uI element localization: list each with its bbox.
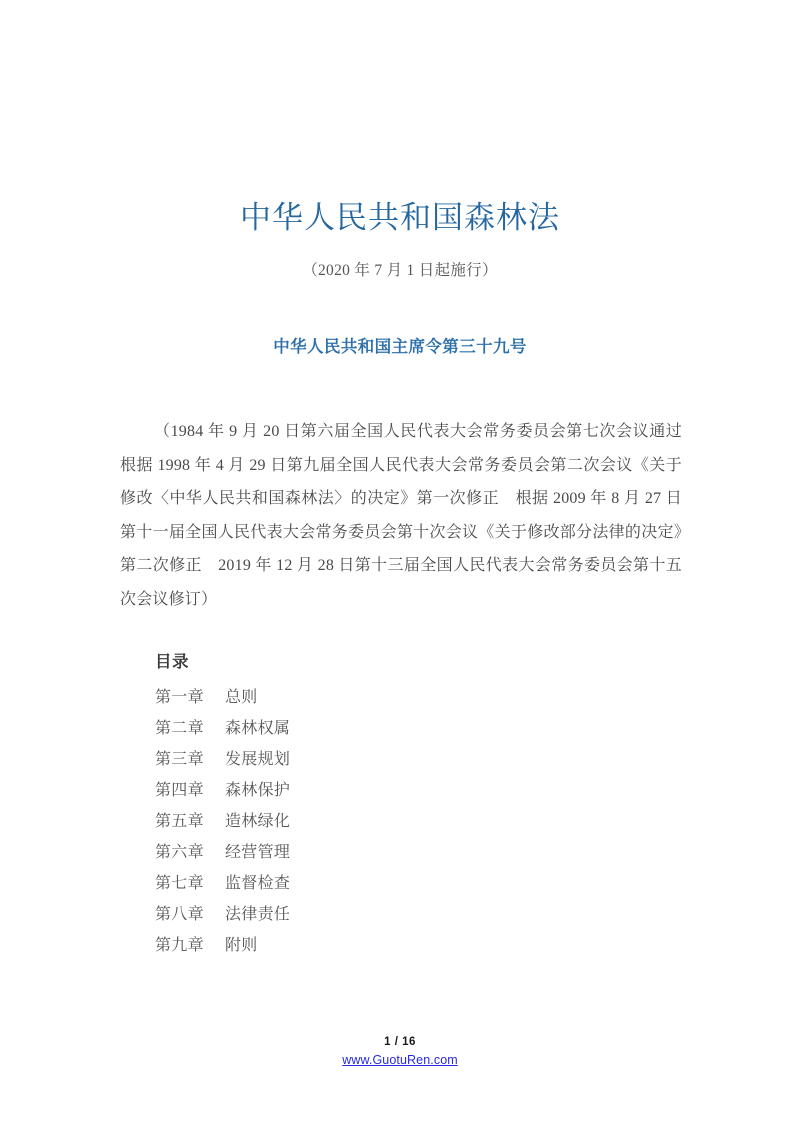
toc-chapter-title: 法律责任 (225, 906, 291, 923)
toc-chapter-label: 第七章 (155, 875, 204, 892)
list-item[interactable] (155, 682, 555, 713)
toc-chapter-label: 第九章 (155, 937, 204, 954)
toc-chapter-label: 第三章 (155, 751, 204, 768)
toc-chapter-label: 第六章 (155, 844, 204, 861)
toc-chapter-title: 附则 (225, 937, 258, 954)
footer-website-link[interactable]: www.GuotuRen.com (342, 1053, 458, 1067)
toc-chapter-title: 造林绿化 (225, 813, 291, 830)
toc-chapter-label: 第四章 (155, 782, 204, 799)
toc-chapter-title: 森林保护 (225, 782, 291, 799)
toc-list (155, 682, 555, 961)
list-item[interactable] (155, 930, 555, 961)
toc-chapter-title: 发展规划 (225, 751, 291, 768)
toc-chapter-label: 第五章 (155, 813, 204, 830)
list-item[interactable] (155, 899, 555, 930)
list-item[interactable] (155, 837, 555, 868)
toc-heading: 目录 (155, 653, 189, 671)
table-of-contents (155, 650, 555, 961)
toc-chapter-title: 森林权属 (225, 720, 291, 737)
toc-chapter-title: 经营管理 (225, 844, 291, 861)
toc-chapter-label: 第二章 (155, 720, 204, 737)
toc-chapter-title: 监督检查 (225, 875, 291, 892)
list-item[interactable] (155, 868, 555, 899)
effective-date-note: （2020 年 7 月 1 日起施行） (302, 262, 498, 279)
preamble-paragraph: （1984 年 9 月 20 日第六届全国人民代表大会常务委员会第七次会议通过 根据 1998 年 4 月 29 日第九届全国人民代表大会常务委员会第二次会议《关于修改〈中华人民共和国森林法〉的决定》第一次修正 根据 2009 年 8 月 27 日第十一届全国人民代表大会常务委员会第十次会议《关于修改部分法律的决定》第二次修正 2019 年 12 月 28 日第十三届全国人民代表大会常务委员会第十五次会议修订） (120, 423, 699, 608)
list-item[interactable] (155, 713, 555, 744)
toc-chapter-label: 第一章 (155, 689, 204, 706)
list-item[interactable] (155, 775, 555, 806)
list-item[interactable] (155, 744, 555, 775)
decree-number: 中华人民共和国主席令第三十九号 (273, 338, 527, 356)
page-title: 中华人民共和国森林法 (240, 199, 560, 235)
toc-chapter-title: 总则 (225, 689, 258, 706)
list-item[interactable] (155, 806, 555, 837)
page-number: 1 / 16 (384, 1036, 416, 1048)
toc-chapter-label: 第八章 (155, 906, 204, 923)
page-footer (0, 1034, 800, 1069)
